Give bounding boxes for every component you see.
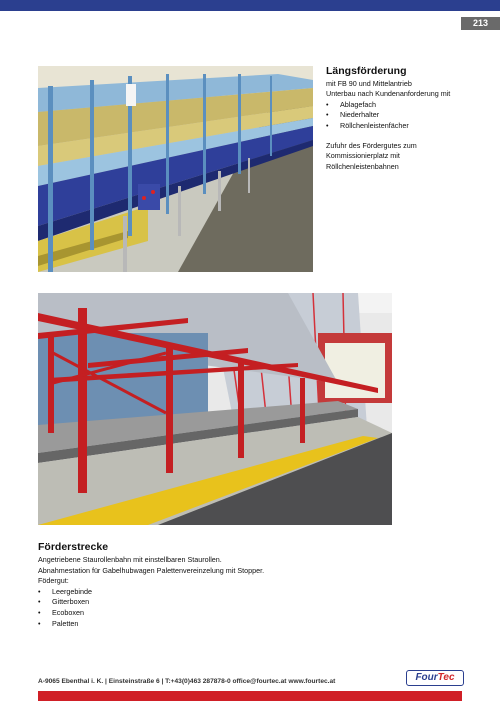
footer-red-bar bbox=[38, 691, 462, 701]
list-item: • Niederhalter bbox=[326, 110, 496, 120]
section-foerderstrecke bbox=[38, 540, 338, 629]
conveyor-shelves-photo bbox=[38, 66, 313, 272]
conveyor-line-photo bbox=[38, 293, 392, 525]
section1-bullet-list bbox=[326, 100, 496, 131]
section1-extra-line: Kommissionierplatz mit bbox=[326, 151, 400, 161]
list-item: • Ecoboxen bbox=[38, 608, 338, 619]
fourtec-logo bbox=[406, 670, 464, 686]
list-item: • Leergebinde bbox=[38, 587, 338, 598]
logo-text-four: Four bbox=[415, 672, 438, 683]
list-item: • Röllchenleistenfächer bbox=[326, 121, 496, 131]
section2-line: Födergut: bbox=[38, 576, 69, 586]
section2-bullet-list bbox=[38, 587, 338, 629]
section1-extra-line: Zufuhr des Fördergutes zum bbox=[326, 141, 417, 151]
list-item: • Paletten bbox=[38, 619, 338, 630]
logo-text-tec: Tec bbox=[437, 672, 455, 683]
top-color-bar bbox=[0, 0, 500, 11]
section2-line: Angetriebene Staurollenbahn mit einstellbaren Staurollen. bbox=[38, 555, 222, 564]
list-item: • Ablagefach bbox=[326, 100, 496, 110]
section1-line: Unterbau nach Kundenanforderung mit bbox=[326, 89, 451, 99]
section-laengsfoerderung bbox=[326, 64, 496, 172]
section2-line: Abnahmestation für Gabelhubwagen Palettenvereinzelung mit Stopper. bbox=[38, 565, 265, 575]
section2-title: Förderstrecke bbox=[38, 541, 109, 553]
footer-contact: A-9065 Ebenthal i. K. | Einsteinstraße 6 | T:+43(0)463 287878-0 office@fourtec.at www.fourtec.at bbox=[38, 678, 336, 685]
list-item: • Gitterboxen bbox=[38, 597, 338, 608]
section1-line: mit FB 90 und Mittelantrieb bbox=[326, 79, 412, 88]
page-number: 213 bbox=[461, 17, 500, 30]
section1-title: Längsförderung bbox=[326, 65, 407, 77]
section1-extra-line: Röllchenleistenbahnen bbox=[326, 161, 399, 171]
